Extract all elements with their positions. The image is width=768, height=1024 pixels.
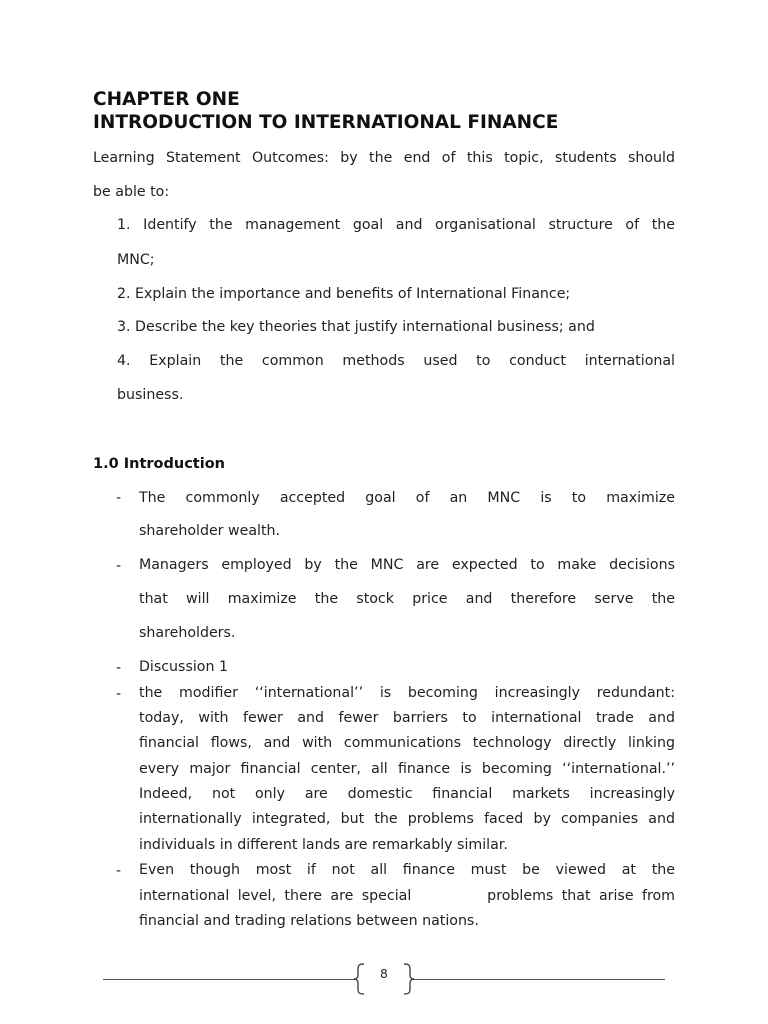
section-heading: 1.0 Introduction — [93, 456, 225, 472]
footer-rule-left — [103, 979, 355, 980]
bullet-dash: - — [116, 660, 122, 676]
chapter-title — [93, 88, 558, 134]
bullet-1-line1: The commonly accepted goal of an MNC is to maximize — [139, 490, 675, 506]
page-number: 8 — [380, 967, 388, 981]
bullet-4-line3: financial flows, and with communications technology directly linking — [139, 735, 675, 751]
bullet-dash: - — [116, 863, 122, 879]
outcome-item-4-cont: business. — [117, 387, 184, 403]
bullet-dash: - — [116, 490, 122, 506]
bullet-4-line5: Indeed, not only are domestic financial markets increasingly — [139, 786, 675, 802]
outcome-item-2: 2. Explain the importance and benefits of International Finance; — [117, 286, 571, 302]
outcome-item-1-cont: MNC; — [117, 252, 155, 268]
bullet-2-line2: that will maximize the stock price and therefore serve the — [139, 591, 675, 607]
chapter-name: INTRODUCTION TO INTERNATIONAL FINANCE — [93, 112, 559, 133]
bullet-4-line7: individuals in different lands are remarkably similar. — [139, 837, 508, 853]
outcome-item-1: 1. Identify the management goal and organisational structure of the — [117, 217, 675, 233]
bullet-4-line1: the modifier ‘‘international’’ is becoming increasingly redundant: — [139, 685, 675, 701]
bullet-2-line1: Managers employed by the MNC are expected to make decisions — [139, 557, 675, 573]
bullet-5-line3: financial and trading relations between nations. — [139, 913, 479, 929]
bullet-3-line1: Discussion 1 — [139, 659, 228, 675]
bullet-2-line3: shareholders. — [139, 625, 236, 641]
outcomes-intro-line2: be able to: — [93, 184, 170, 200]
footer-rule-right — [412, 979, 665, 980]
bullet-4-line6: internationally integrated, but the problems faced by companies and — [139, 811, 675, 827]
bullet-dash: - — [116, 558, 122, 574]
bullet-dash: - — [116, 686, 122, 702]
bullet-5-line1: Even though most if not all finance must be viewed at the — [139, 862, 675, 878]
bullet-1-line2: shareholder wealth. — [139, 523, 281, 539]
chapter-number: CHAPTER ONE — [93, 89, 240, 110]
outcomes-intro-line1: Learning Statement Outcomes: by the end of this topic, students should — [93, 150, 675, 166]
bullet-4-line2: today, with fewer and fewer barriers to international trade and — [139, 710, 675, 726]
bullet-4-line4: every major financial center, all finance is becoming ‘‘international.’’ — [139, 761, 675, 777]
outcome-item-3: 3. Describe the key theories that justify international business; and — [117, 319, 595, 335]
outcome-item-4: 4. Explain the common methods used to conduct international — [117, 353, 675, 369]
bullet-5-line2: international level, there are special problems that arise from — [139, 888, 675, 904]
